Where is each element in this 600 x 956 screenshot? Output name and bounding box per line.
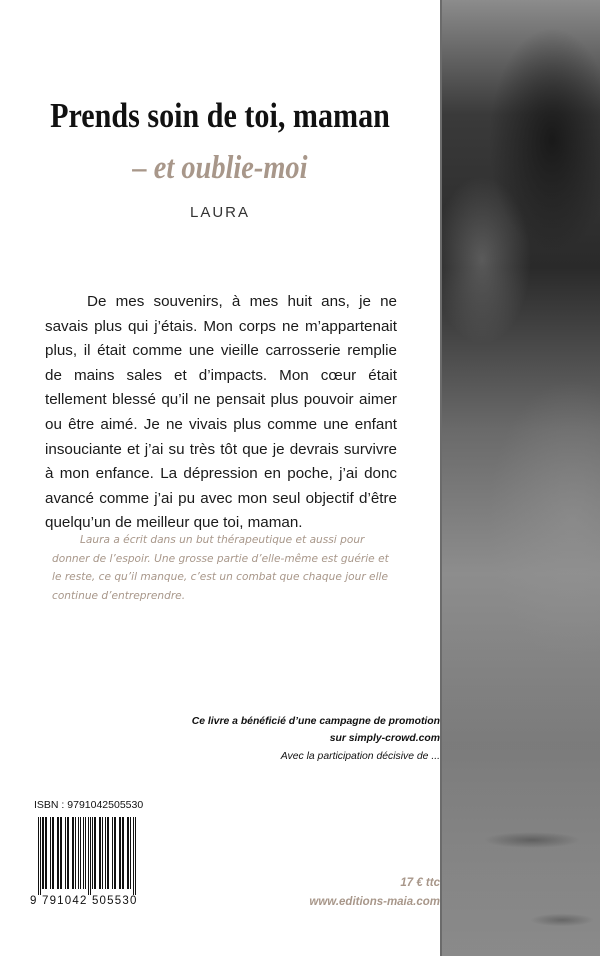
barcode-bar — [107, 817, 109, 889]
promo-notice — [140, 713, 440, 747]
barcode-bar — [60, 817, 62, 889]
barcode-bars — [30, 817, 154, 895]
barcode-bar — [122, 817, 124, 889]
author-bio: Laura a écrit dans un but thérapeutique et aussi pour donner de l’espoir. Une grosse partie d’elle-même est guérie et le reste, ce qu’il manque, c’est un combat que chaque jour elle continue d’entreprendre. — [52, 534, 389, 602]
barcode-bar — [92, 817, 93, 889]
publisher-website: www.editions-maia.com — [309, 896, 440, 908]
barcode-bar — [72, 817, 74, 889]
barcode-bar — [127, 817, 129, 889]
participation-note: Avec la participation décisive de ... — [280, 751, 440, 762]
barcode-bar — [114, 817, 116, 889]
barcode-bar — [75, 817, 76, 889]
barcode-bar — [94, 817, 96, 889]
barcode-guard-bar — [133, 817, 134, 895]
barcode — [30, 817, 154, 907]
barcode-bar — [83, 817, 84, 889]
barcode-guard-bar — [135, 817, 136, 895]
isbn-label: ISBN : 9791042505530 — [34, 799, 144, 811]
barcode-bar — [50, 817, 51, 889]
promo-line-1: Ce livre a bénéficié d’une campagne de promotion — [191, 716, 440, 727]
barcode-bar — [99, 817, 101, 889]
barcode-guard-bar — [88, 817, 89, 895]
barcode-bar — [78, 817, 79, 889]
book-title: Prends soin de toi, maman — [50, 96, 390, 135]
book-subtitle: – et oublie-moi — [132, 150, 308, 186]
barcode-bar — [45, 817, 47, 889]
barcode-bar — [112, 817, 113, 889]
barcode-bar — [67, 817, 69, 889]
barcode-bar — [57, 817, 59, 889]
barcode-bar — [102, 817, 103, 889]
cover-photo-road — [442, 620, 600, 956]
author-name: LAURA — [189, 204, 251, 221]
barcode-guard-bar — [40, 817, 41, 895]
barcode-bar — [105, 817, 106, 889]
barcode-guard-bar — [90, 817, 91, 895]
barcode-bar — [65, 817, 66, 889]
synopsis-text: De mes souvenirs, à mes huit ans, je ne savais plus qui j’étais. Mon corps ne m’appartenait plus, il était comme une vieille carrosserie remplie de mains sales et d’impacts. Mon cœur était tellement blessé qu’il ne pensait plus pouvoir aimer ou être aimé. Je ne vivais plus comme une enfant insouciante et j’ai su très tôt que je devrais survivre à mon enfance. La dépression en poche, j’ai donc avancé comme j’ai pu avec mon seul objectif d’être quelqu’un de meilleur que toi, maman. — [45, 293, 397, 532]
price: 17 € ttc — [400, 877, 440, 889]
barcode-bar — [42, 817, 44, 889]
barcode-bar — [80, 817, 81, 889]
barcode-bar — [130, 817, 131, 889]
barcode-bar — [119, 817, 121, 889]
barcode-guard-bar — [38, 817, 39, 895]
promo-line-2: sur simply-crowd.com — [329, 733, 440, 744]
barcode-digits: 9 791042 505530 — [30, 895, 138, 907]
barcode-bar — [52, 817, 54, 889]
barcode-bar — [85, 817, 86, 889]
